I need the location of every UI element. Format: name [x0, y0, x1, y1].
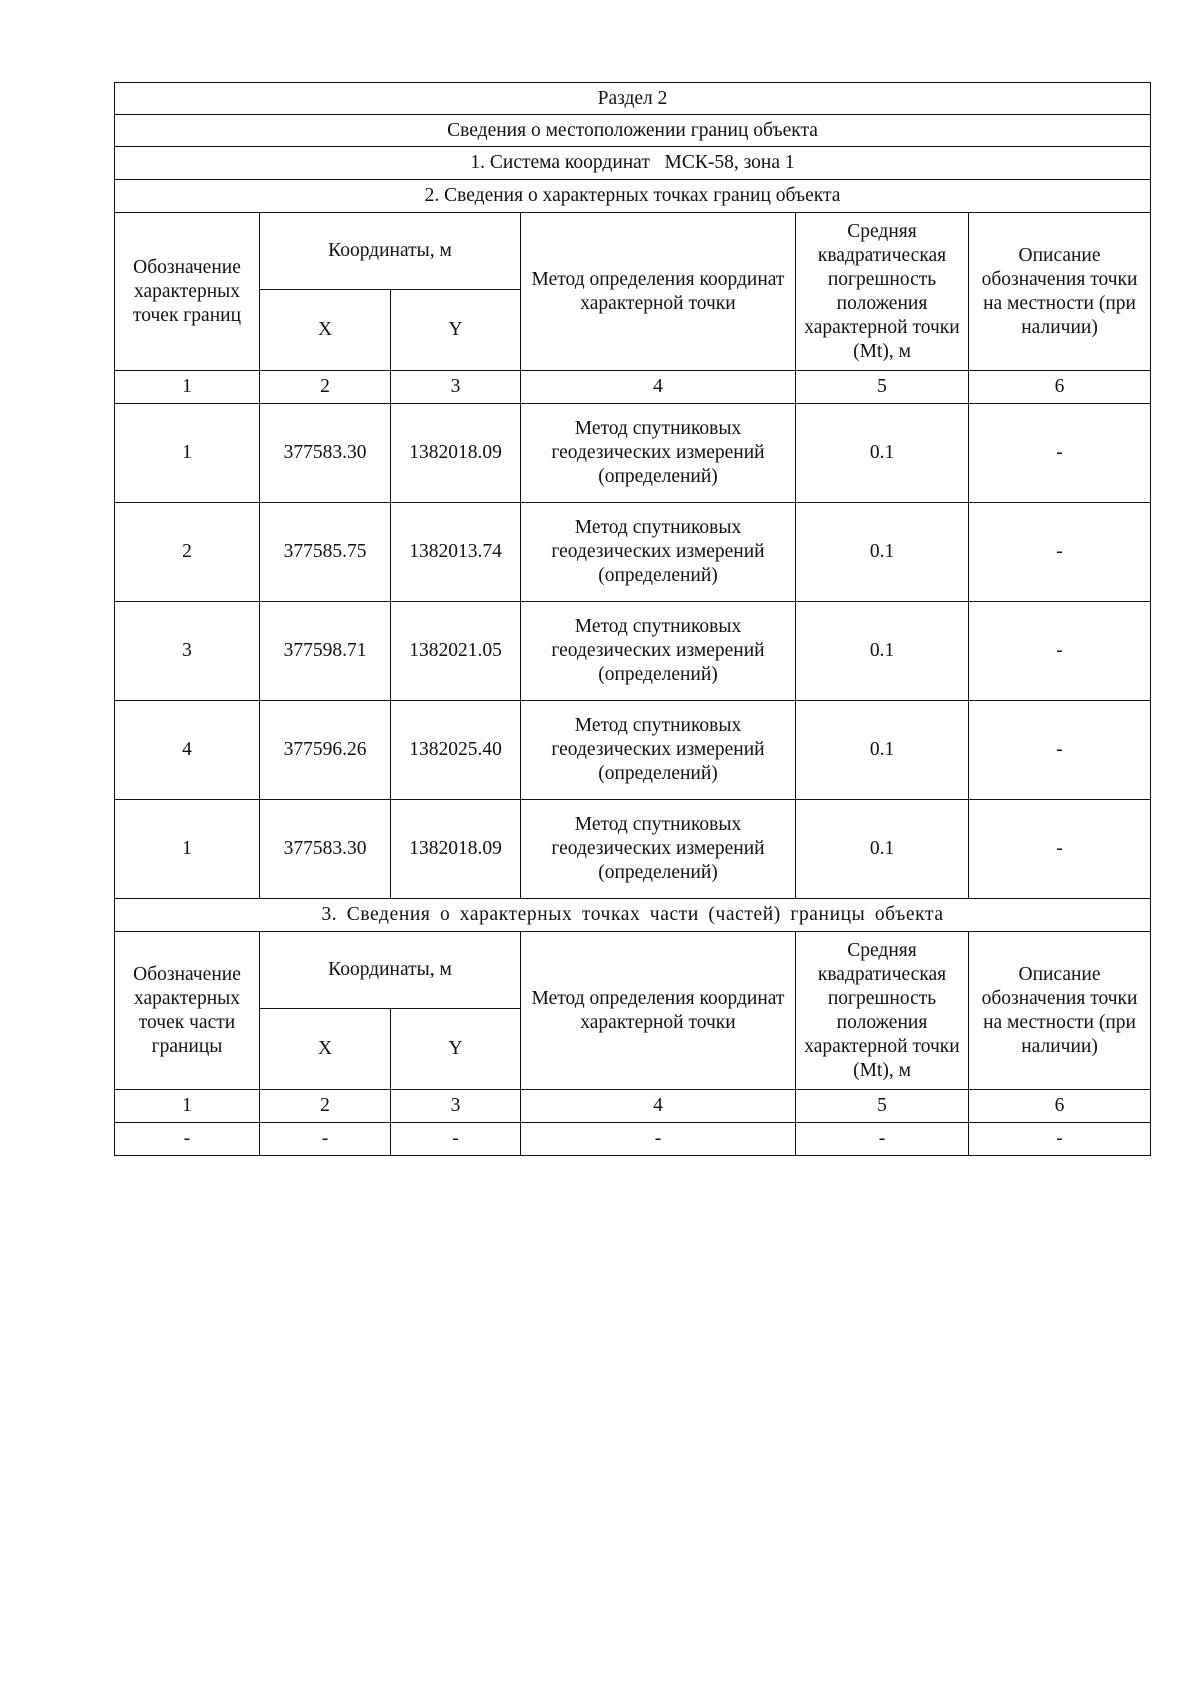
method: Метод спутниковых геодезических измерений (определений) — [521, 602, 796, 701]
mt-value: 0.1 — [796, 800, 969, 899]
column-number: 3 — [391, 1090, 521, 1123]
boundary-table — [114, 82, 1151, 1156]
point-description: - — [969, 404, 1151, 503]
mt-value: - — [796, 1123, 969, 1156]
column-number: 5 — [796, 371, 969, 404]
column-number: 4 — [521, 371, 796, 404]
coord-x: 377596.26 — [260, 701, 391, 800]
point-description: - — [969, 800, 1151, 899]
method: - — [521, 1123, 796, 1156]
header-error: Средняя квадратическая погрешность положения характерной точки (Mt), м — [796, 932, 969, 1090]
header-method: Метод определения координат характерной точки — [521, 213, 796, 371]
header-x: X — [260, 290, 391, 371]
section-title: Раздел 2 — [115, 83, 1151, 115]
header-x: X — [260, 1009, 391, 1090]
coord-system-value: МСК-58, зона 1 — [664, 152, 795, 173]
column-number: 6 — [969, 1090, 1151, 1123]
coord-x: 377583.30 — [260, 404, 391, 503]
header-description: Описание обозначения точки на местности (при наличии) — [969, 213, 1151, 371]
column-number: 2 — [260, 1090, 391, 1123]
header-description: Описание обозначения точки на местности (при наличии) — [969, 932, 1151, 1090]
coord-y: 1382018.09 — [391, 800, 521, 899]
point-id: 4 — [115, 701, 260, 800]
point-description: - — [969, 701, 1151, 800]
point-description: - — [969, 503, 1151, 602]
column-number: 2 — [260, 371, 391, 404]
coord-x: 377583.30 — [260, 800, 391, 899]
point-id: 2 — [115, 503, 260, 602]
mt-value: 0.1 — [796, 701, 969, 800]
point-id: - — [115, 1123, 260, 1156]
column-number: 4 — [521, 1090, 796, 1123]
point-id: 1 — [115, 800, 260, 899]
coord-y: 1382021.05 — [391, 602, 521, 701]
point-id: 1 — [115, 404, 260, 503]
section-subtitle: Сведения о местоположении границ объекта — [115, 115, 1151, 147]
column-number: 1 — [115, 1090, 260, 1123]
table-row — [115, 602, 1151, 701]
coord-system-label: 1. Система координат — [470, 152, 650, 173]
table-row — [115, 701, 1151, 800]
coord-x: 377598.71 — [260, 602, 391, 701]
column-number: 3 — [391, 371, 521, 404]
header-designation: Обозначение характерных точек границ — [115, 213, 260, 371]
header-coords: Координаты, м — [260, 213, 521, 290]
coord-x: 377585.75 — [260, 503, 391, 602]
column-number: 6 — [969, 371, 1151, 404]
table-row — [115, 503, 1151, 602]
method: Метод спутниковых геодезических измерений (определений) — [521, 503, 796, 602]
header-y: Y — [391, 290, 521, 371]
coord-y: 1382018.09 — [391, 404, 521, 503]
part-points-heading: 3. Сведения о характерных точках части (частей) границы объекта — [115, 899, 1151, 932]
table-row — [115, 1123, 1151, 1156]
method: Метод спутниковых геодезических измерений (определений) — [521, 800, 796, 899]
column-numbers-row — [115, 371, 1151, 404]
table-row — [115, 800, 1151, 899]
coord-y: 1382025.40 — [391, 701, 521, 800]
coord-system-row — [115, 147, 1151, 180]
column-number: 5 — [796, 1090, 969, 1123]
coord-y: - — [391, 1123, 521, 1156]
coord-x: - — [260, 1123, 391, 1156]
column-numbers-row — [115, 1090, 1151, 1123]
method: Метод спутниковых геодезических измерений (определений) — [521, 404, 796, 503]
point-description: - — [969, 602, 1151, 701]
point-id: 3 — [115, 602, 260, 701]
header-coords: Координаты, м — [260, 932, 521, 1009]
table-row — [115, 404, 1151, 503]
mt-value: 0.1 — [796, 602, 969, 701]
coord-y: 1382013.74 — [391, 503, 521, 602]
column-number: 1 — [115, 371, 260, 404]
header-method: Метод определения координат характерной точки — [521, 932, 796, 1090]
method: Метод спутниковых геодезических измерений (определений) — [521, 701, 796, 800]
header-y: Y — [391, 1009, 521, 1090]
boundary-points-heading: 2. Сведения о характерных точках границ объекта — [115, 180, 1151, 213]
header-designation: Обозначение характерных точек части границы — [115, 932, 260, 1090]
header-error: Средняя квадратическая погрешность положения характерной точки (Mt), м — [796, 213, 969, 371]
mt-value: 0.1 — [796, 503, 969, 602]
point-description: - — [969, 1123, 1151, 1156]
mt-value: 0.1 — [796, 404, 969, 503]
